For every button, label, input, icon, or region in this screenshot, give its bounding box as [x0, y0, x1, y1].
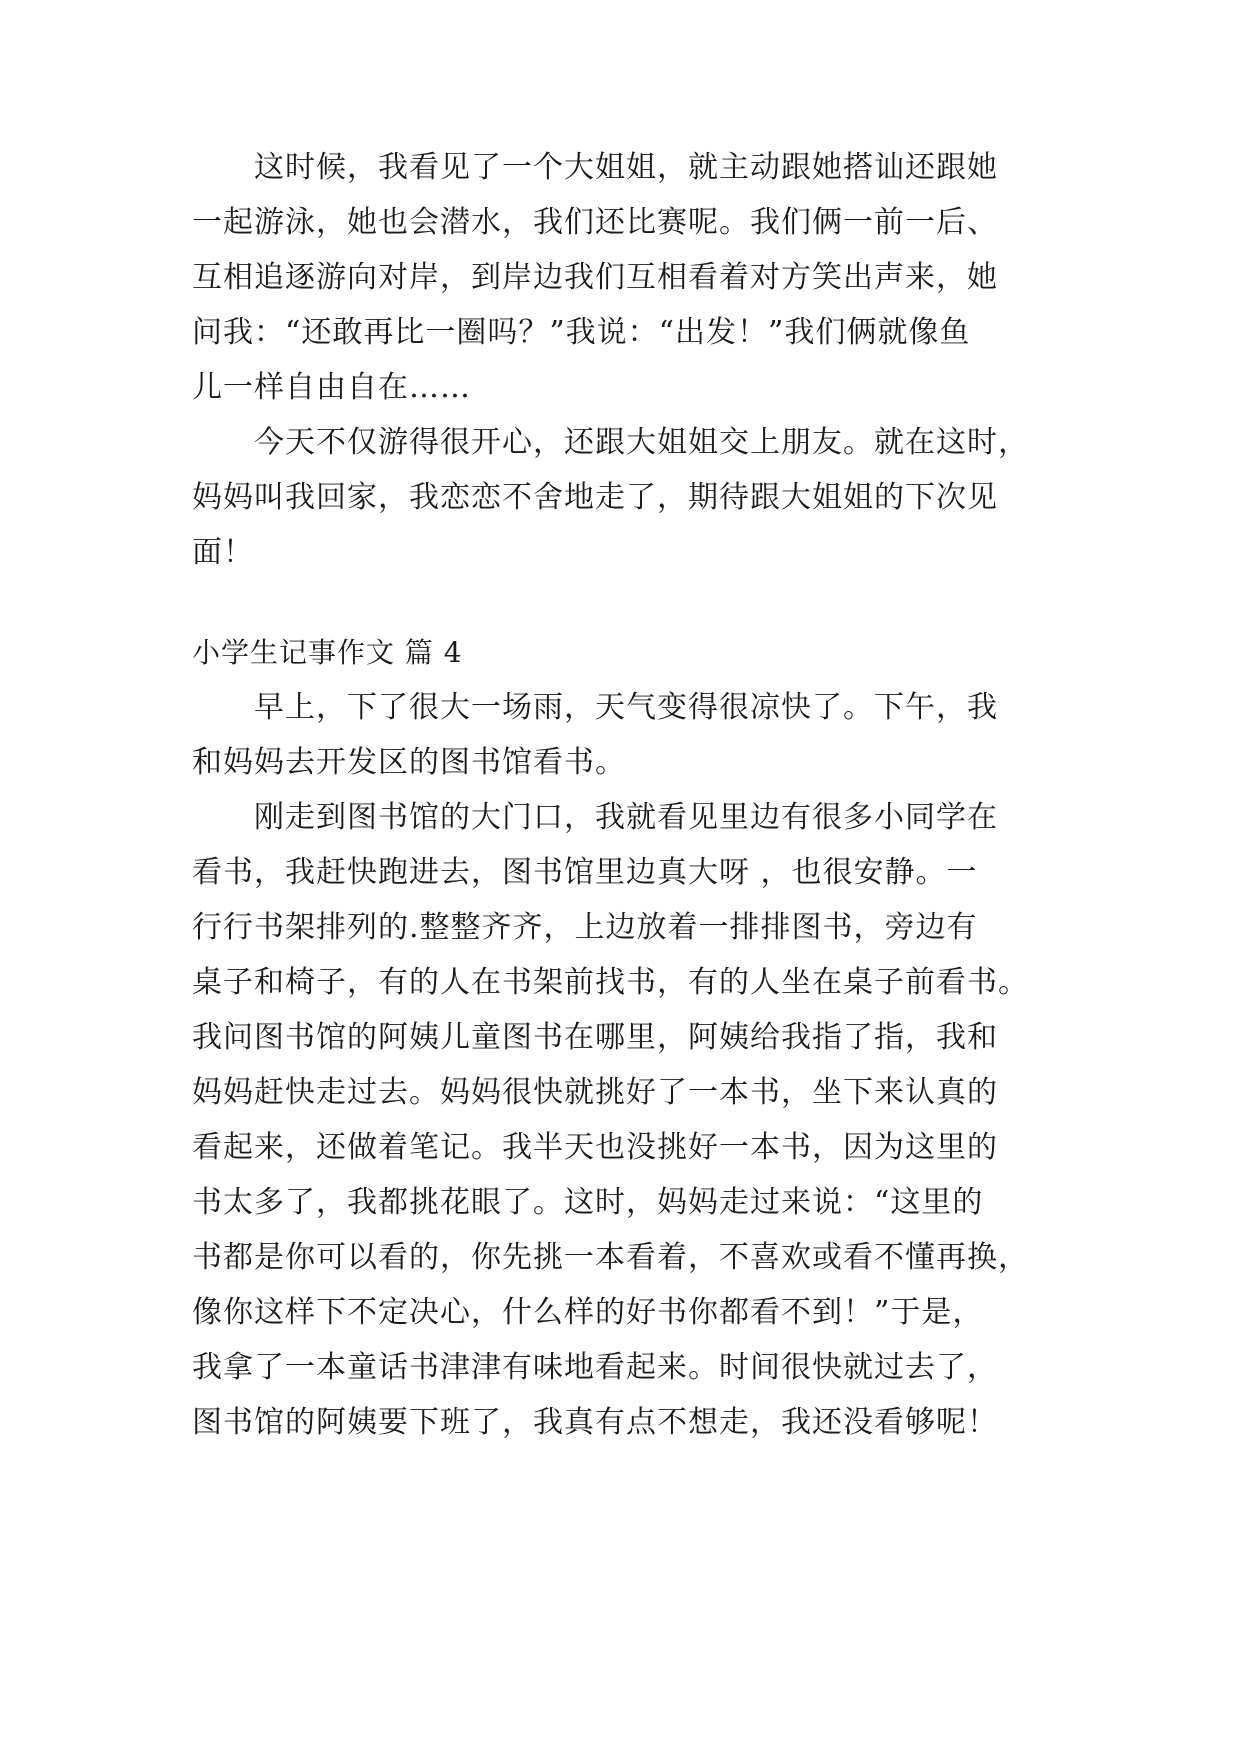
text-line: 一起游泳，她也会潜水，我们还比赛呢。我们俩一前一后、	[192, 205, 998, 240]
text-line: 看起来，还做着笔记。我半天也没挑好一本书，因为这里的	[192, 1130, 998, 1165]
text-line: 和妈妈去开发区的图书馆看书。	[192, 745, 626, 780]
text-line: 儿一样自由自在……	[192, 370, 471, 405]
text-line: 我拿了一本童话书津津有味地看起来。时间很快就过去了，	[192, 1350, 998, 1385]
text-line: 书太多了，我都挑花眼了。这时，妈妈走过来说：“这里的	[192, 1185, 984, 1220]
text-line: 面！	[192, 535, 254, 570]
text-line: 像你这样下不定决心，什么样的好书你都看不到！”于是，	[192, 1295, 984, 1330]
text-line: 问我：“还敢再比一圈吗？”我说：“出发！”我们俩就像鱼	[192, 315, 971, 350]
text-line: 妈妈赶快走过去。妈妈很快就挑好了一本书，坐下来认真的	[192, 1075, 998, 1110]
text-line: 看书，我赶快跑进去，图书馆里边真大呀 ，也很安静。一	[192, 855, 978, 890]
text-line: 图书馆的阿姨要下班了，我真有点不想走，我还没看够呢！	[192, 1405, 998, 1440]
section-heading: 小学生记事作文 篇 4	[192, 636, 463, 669]
text-line: 互相追逐游向对岸，到岸边我们互相看着对方笑出声来，她	[192, 260, 998, 295]
text-line: 这时候，我看见了一个大姐姐，就主动跟她搭讪还跟她	[254, 150, 998, 185]
text-line: 书都是你可以看的，你先挑一本看着，不喜欢或看不懂再换，	[192, 1240, 1029, 1275]
text-line: 早上，下了很大一场雨，天气变得很凉快了。下午，我	[254, 690, 998, 725]
text-line: 桌子和椅子，有的人在书架前找书，有的人坐在桌子前看书。	[192, 965, 1029, 1000]
text-line: 刚走到图书馆的大门口，我就看见里边有很多小同学在	[254, 800, 998, 835]
text-line: 妈妈叫我回家，我恋恋不舍地走了，期待跟大姐姐的下次见	[192, 480, 998, 515]
text-line: 我问图书馆的阿姨儿童图书在哪里，阿姨给我指了指，我和	[192, 1020, 998, 1055]
text-line: 行行书架排列的.整整齐齐，上边放着一排排图书，旁边有	[192, 910, 978, 945]
text-line: 今天不仅游得很开心，还跟大姐姐交上朋友。就在这时，	[254, 425, 1029, 460]
